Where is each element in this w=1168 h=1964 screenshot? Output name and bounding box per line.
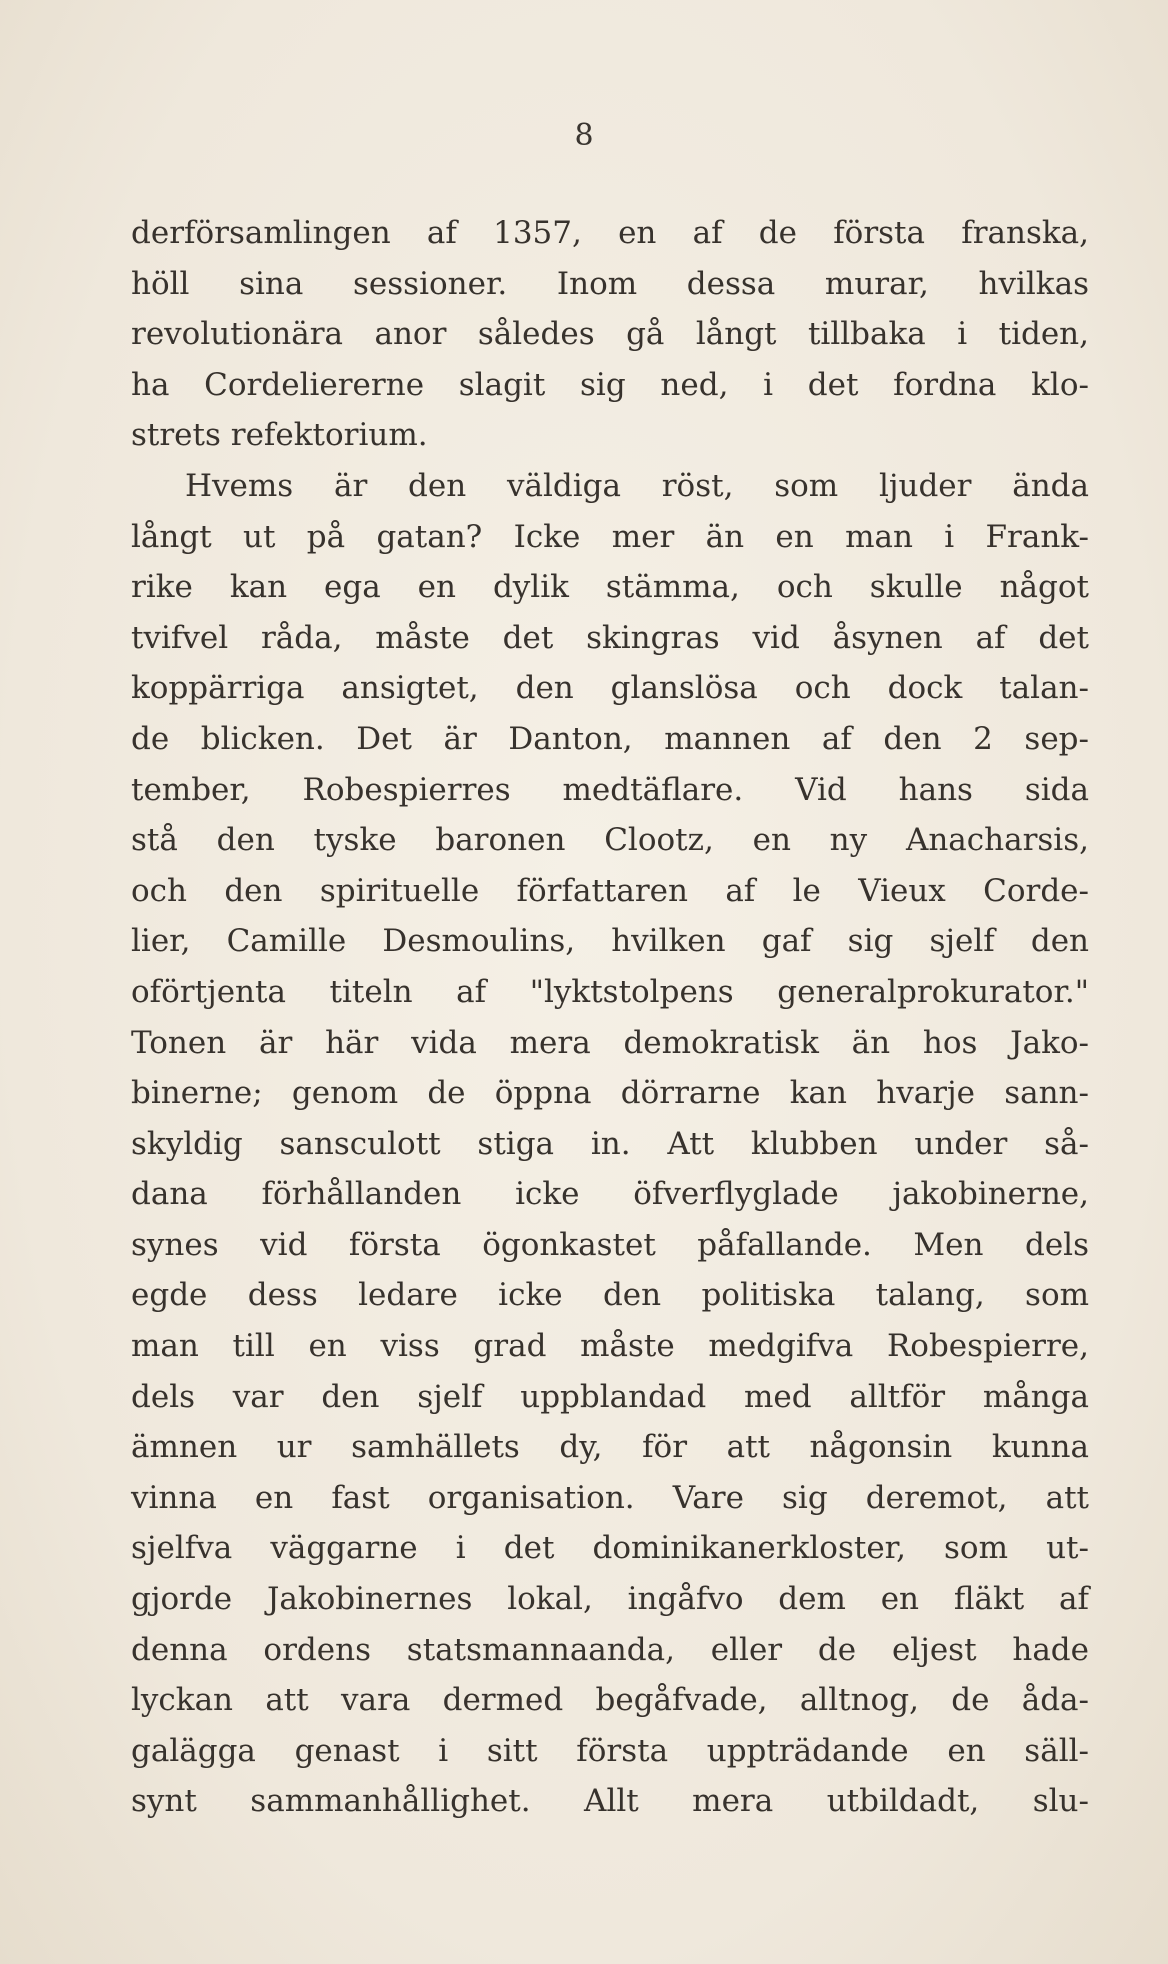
text-line: Hvems är den väldiga röst, som ljuder ända [185,467,1089,504]
text-line: och den spirituelle författaren af le Vieux Corde- [131,872,1089,909]
text-line: strets refektorium. [131,417,428,454]
text-line: derförsamlingen af 1357, en af de första franska, [131,215,1089,251]
text-line: lyckan att vara dermed begåfvade, alltnog, de åda- [131,1682,1089,1719]
text-line: höll sina sessioner. Inom dessa murar, hvilkas [131,265,1089,302]
text-line: ämnen ur samhällets dy, för att någonsin kunna [131,1429,1089,1466]
text-line: de blicken. Det är Danton, mannen af den 2 sep- [131,720,1089,757]
text-line: gjorde Jakobinernes lokal, ingåfvo dem en fläkt af [131,1581,1089,1618]
text-line: galägga genast i sitt första uppträdande en säll- [131,1732,1089,1769]
text-line: dels var den sjelf uppblandad med alltför många [131,1378,1089,1415]
text-line: Tonen är här vida mera demokratisk än hos Jako- [131,1024,1089,1061]
text-line: synes vid första ögonkastet påfallande. Men dels [131,1226,1089,1263]
text-line: lier, Camille Desmoulins, hvilken gaf sig sjelf den [131,923,1089,960]
text-line: koppärriga ansigtet, den glanslösa och dock talan- [131,670,1089,707]
text-line: sjelfva väggarne i det dominikanerkloster, som ut- [131,1530,1089,1567]
text-line: rike kan ega en dylik stämma, och skulle något [131,569,1089,606]
text-line: långt ut på gatan? Icke mer än en man i Frank- [131,518,1089,555]
text-line: stå den tyske baronen Clootz, en ny Anacharsis, [131,822,1089,859]
page-number: 8 [574,118,594,153]
text-line: tvifvel råda, måste det skingras vid åsynen af det [131,619,1089,656]
text-line: denna ordens statsmannaanda, eller de eljest hade [131,1631,1089,1668]
text-line: skyldig sansculott stiga in. Att klubben under så- [131,1125,1089,1162]
text-line: binerne; genom de öppna dörrarne kan hvarje sann- [131,1075,1089,1112]
text-line: egde dess ledare icke den politiska talang, som [131,1277,1089,1314]
text-line: vinna en fast organisation. Vare sig deremot, att [131,1479,1089,1516]
text-line: dana förhållanden icke öfverflyglade jakobinerne, [131,1176,1089,1213]
text-line: synt sammanhållighet. Allt mera utbildadt, slu- [131,1783,1089,1820]
text-line: revolutionära anor således gå långt tillbaka i tiden, [131,316,1089,353]
body-text [131,208,1089,1827]
text-line: ha Cordeliererne slagit sig ned, i det fordna klo- [131,366,1089,403]
text-line: man till en viss grad måste medgifva Robespierre, [131,1328,1089,1365]
text-line: tember, Robespierres medtäflare. Vid hans sida [131,771,1089,808]
text-line: oförtjenta titeln af "lyktstolpens generalprokurator." [131,973,1089,1010]
